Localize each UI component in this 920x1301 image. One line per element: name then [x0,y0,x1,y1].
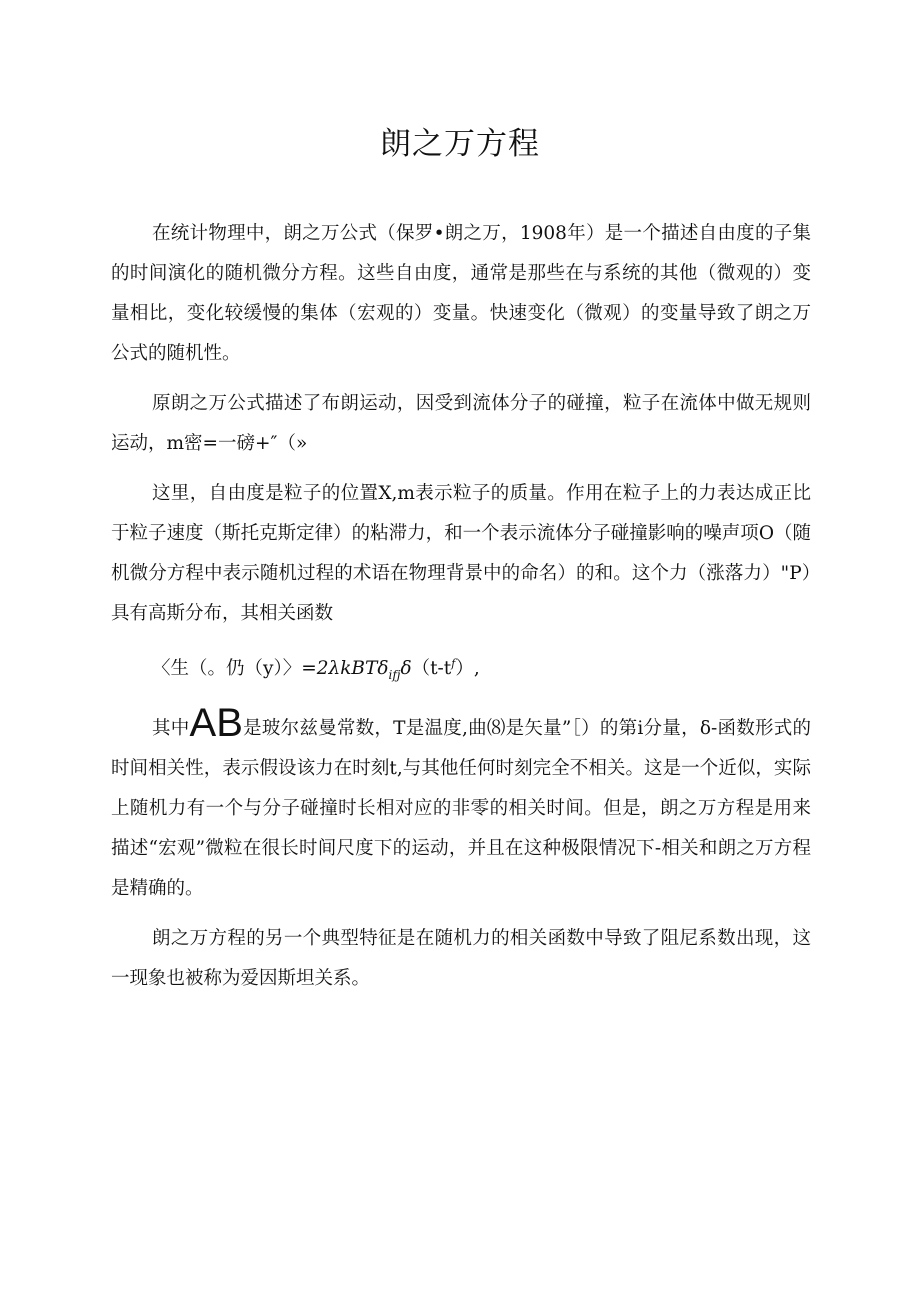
page-title: 朗之万方程 [380,126,540,162]
formula-superscript: f [451,657,456,670]
paragraph-brownian-motion: 原朗之万公式描述了布朗运动，因受到流体分子的碰撞，粒子在流体中做无规则运动，m密=一磅+″（» [111,393,811,454]
correlation-formula [111,644,811,695]
boltzmann-symbol: AB [189,700,243,745]
document-body [111,214,811,1009]
formula-subscript: ifj [388,667,401,682]
formula-lhs: 〈生（。仍（y）〉= [152,658,317,680]
paragraph-einstein-relation: 朗之万方程的另一个典型特征是在随机力的相关函数中导致了阻尼系数出现，这一现象也被称为爱因斯坦关系。 [111,927,811,989]
paragraph-boltzmann-prefix: 其中 [152,717,190,739]
formula-delta: δ [400,658,412,680]
paragraph-boltzmann-text: 是玻尔兹曼常数，T是温度,曲⑻是矢量”［）的第i分量，δ-函数形式的时间相关性，表示假设该力在时刻t,与其他任何时刻完全不相关。这是一个近似，实际上随机力有一个与分子碰撞时长相对应的非零的相关时间。但是，朗之万方程是用来描述“宏观”微粒在很长时间尺度下的运动，并且在这种极限情况下-相关和朗之万方程是精确的。 [111,717,811,899]
paragraph-boltzmann [111,700,811,909]
formula-main: 2λkBTδ [316,658,389,680]
paragraph-force-description: 这里，自由度是粒子的位置X,m表示粒子的质量。作用在粒子上的力表达成正比于粒子速度（斯托克斯定律）的粘滞力，和一个表示流体分子碰撞影响的噪声项O（随机微分方程中表示随机过程的术语在物理背景中的命名）的和。这个力（涨落力）"P）具有高斯分布，其相关函数 [111,483,811,624]
formula-arg-open: （t-t [411,658,452,680]
formula-arg-close: ）, [455,658,480,680]
paragraph-intro: 在统计物理中，朗之万公式（保罗•朗之万，1908年）是一个描述自由度的子集的时间演化的随机微分方程。这些自由度，通常是那些在与系统的其他（微观的）变量相比，变化较缓慢的集体（宏观的）变量。快速变化（微观）的变量导致了朗之万公式的随机性。 [111,223,811,364]
